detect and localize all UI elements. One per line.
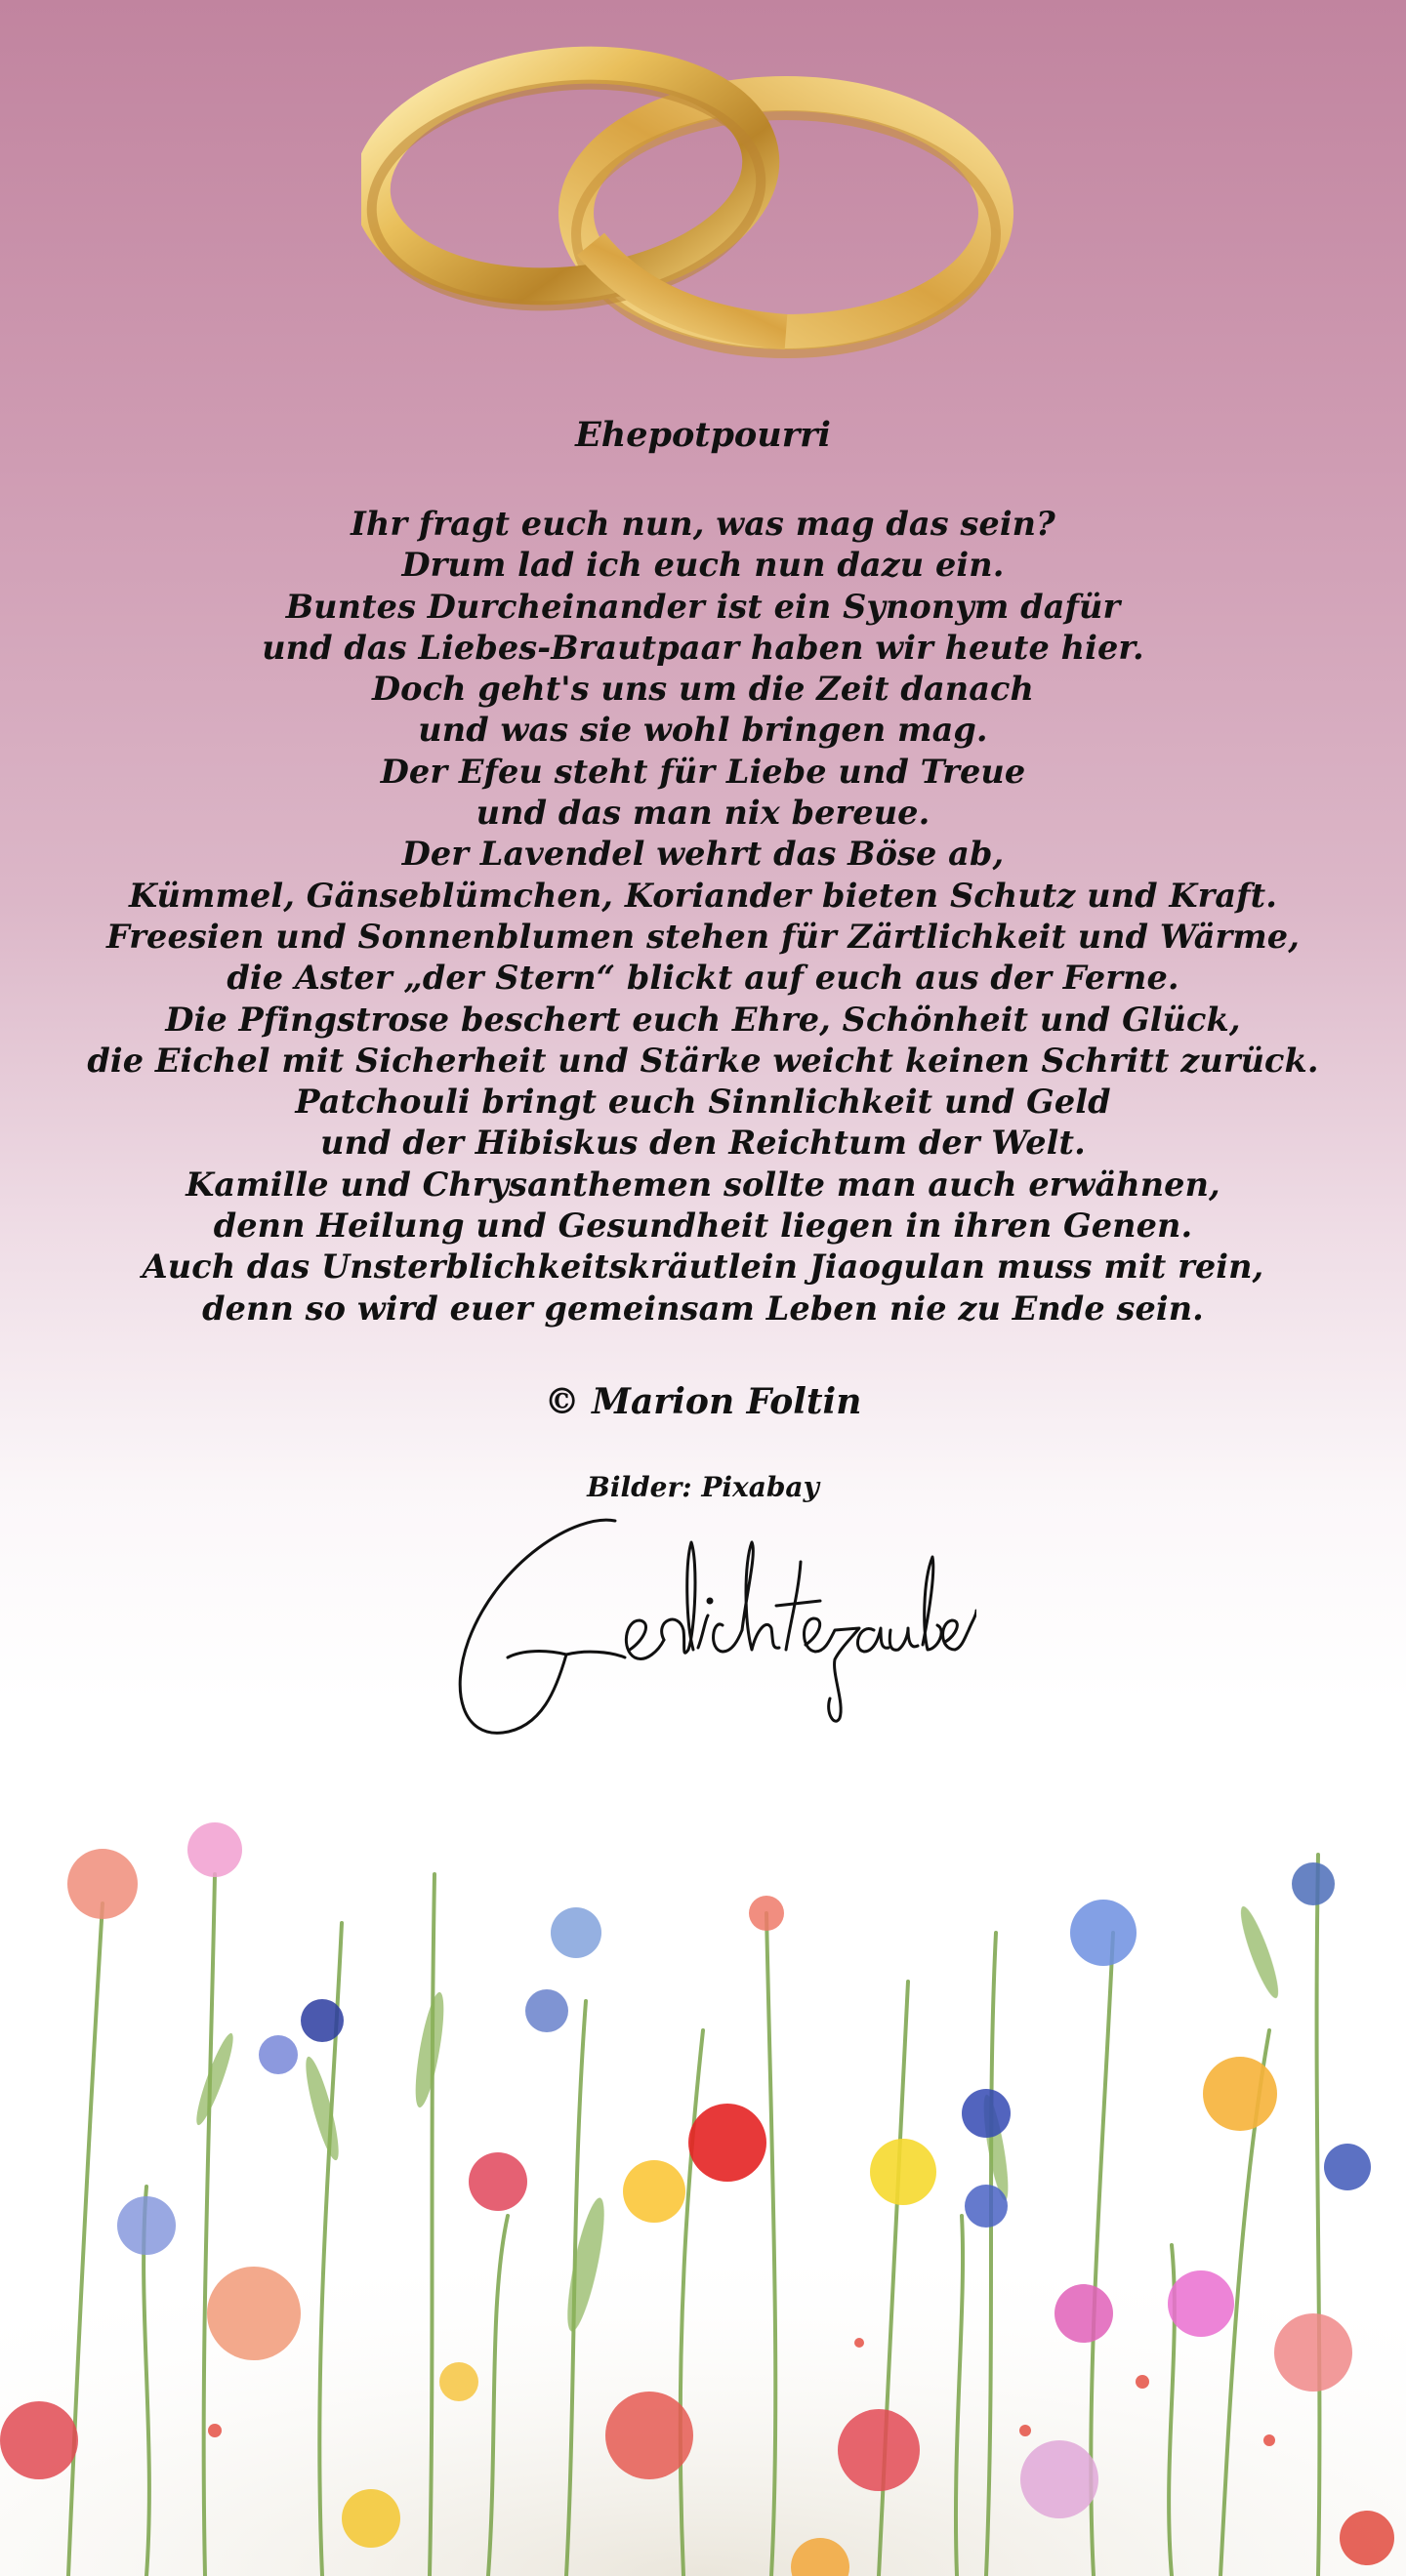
poem-title: Ehepotpourri	[575, 415, 831, 455]
gedichtezauber-signature-logo	[430, 1503, 976, 1757]
poem-line: Kümmel, Gänseblümchen, Koriander bieten Schutz und Kraft.	[128, 876, 1277, 915]
poem-line: Drum lad ich euch nun dazu ein.	[401, 546, 1005, 585]
poem-line: die Aster „der Stern“ blickt auf euch aus der Ferne.	[227, 959, 1179, 998]
poem-line: Der Efeu steht für Liebe und Treue	[380, 752, 1026, 791]
poem-line: Buntes Durcheinander ist ein Synonym dafür	[285, 587, 1121, 626]
poem-line: und der Hibiskus den Reichtum der Welt.	[320, 1124, 1086, 1163]
poem-line: und das man nix bereue.	[476, 794, 930, 833]
poem-line: Die Pfingstrose beschert euch Ehre, Schönheit und Glück,	[165, 1000, 1241, 1039]
poem-line: und was sie wohl bringen mag.	[418, 711, 988, 750]
poem-line: Auch das Unsterblichkeitskräutlein Jiaogulan muss mit rein,	[142, 1247, 1264, 1287]
poem-line: denn so wird euer gemeinsam Leben nie zu Ende sein.	[202, 1288, 1204, 1328]
poem-line: Ihr fragt euch nun, was mag das sein?	[351, 505, 1055, 543]
poem-line: Der Lavendel wehrt das Böse ab,	[401, 835, 1005, 874]
wedding-rings-image	[361, 39, 1045, 381]
poem-line: Patchouli bringt euch Sinnlichkeit und Geld	[295, 1083, 1111, 1122]
poem-body	[0, 504, 1406, 1329]
poem-line: die Eichel mit Sicherheit und Stärke weicht keinen Schritt zurück.	[87, 1041, 1319, 1080]
poem-line: Freesien und Sonnenblumen stehen für Zärtlichkeit und Wärme,	[106, 917, 1300, 956]
poem-line: denn Heilung und Gesundheit liegen in ihren Genen.	[213, 1206, 1193, 1246]
poem-line: und das Liebes-Brautpaar haben wir heute hier.	[262, 628, 1144, 667]
poem-line: Doch geht's uns um die Zeit danach	[372, 670, 1034, 709]
wildflower-meadow-image	[0, 1757, 1406, 2576]
poem-line: Kamille und Chrysanthemen sollte man auch erwähnen,	[186, 1165, 1220, 1204]
copyright-author: © Marion Foltin	[544, 1381, 862, 1422]
image-credit: Bilder: Pixabay	[587, 1471, 819, 1503]
